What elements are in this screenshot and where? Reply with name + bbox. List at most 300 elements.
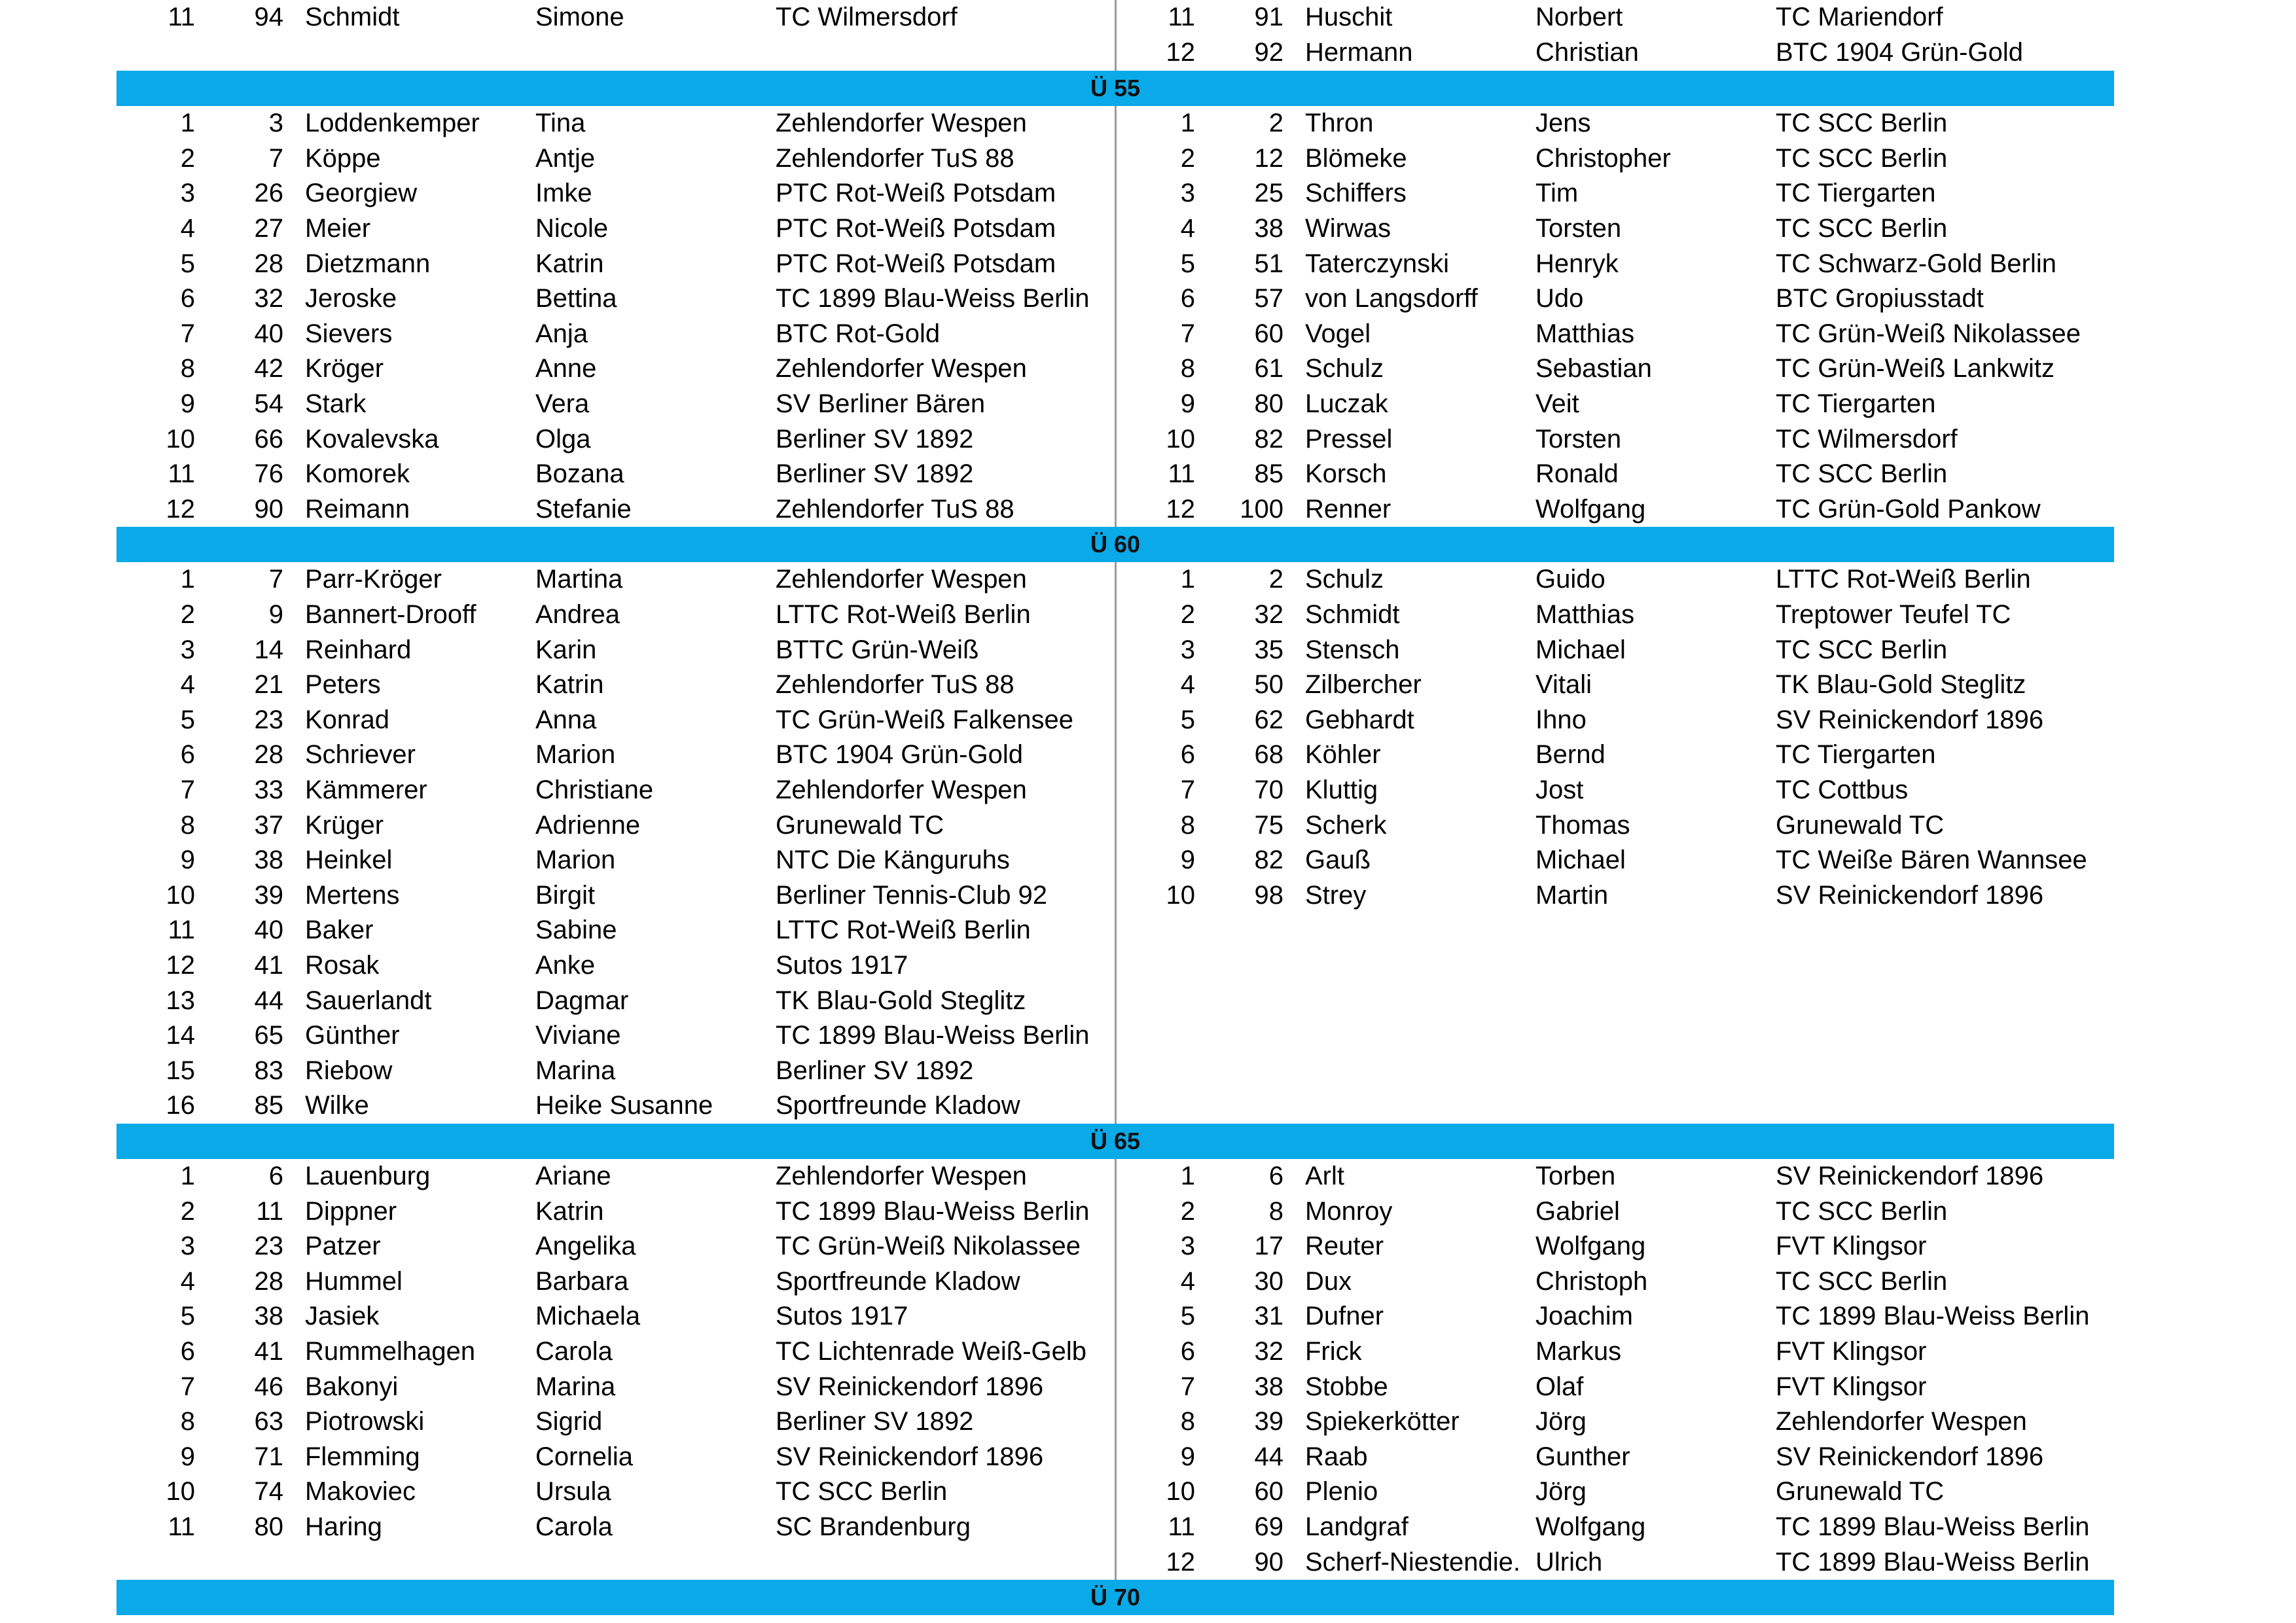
rank-cell: 8 — [180, 354, 195, 383]
first-name-cell: Dagmar — [535, 986, 629, 1015]
club-cell: TC Grün-Weiß Lankwitz — [1776, 354, 2055, 383]
first-name-cell: Olaf — [1535, 1372, 1584, 1401]
draw-number-cell: 6 — [1268, 1162, 1283, 1190]
player-row-women — [117, 1054, 2114, 1089]
last-name-cell: Arlt — [1305, 1162, 1344, 1190]
first-name-cell: Carola — [535, 1512, 613, 1541]
draw-number-cell: 38 — [1254, 1372, 1283, 1401]
rank-cell: 12 — [1166, 494, 1195, 524]
rank-cell: 5 — [180, 1302, 195, 1331]
rank-cell: 3 — [1180, 635, 1195, 664]
club-cell: SV Reinickendorf 1896 — [1776, 880, 2044, 910]
club-cell: TC SCC Berlin — [1776, 635, 1948, 664]
first-name-cell: Tim — [1535, 179, 1579, 208]
last-name-cell: Lauenburg — [305, 1162, 431, 1190]
draw-number-cell: 54 — [254, 389, 283, 418]
player-row-men — [117, 1264, 2114, 1300]
player-row-men — [117, 457, 2114, 492]
rank-cell: 3 — [180, 179, 195, 208]
rank-cell: 6 — [180, 740, 195, 770]
rank-cell: 7 — [180, 776, 195, 804]
club-cell: TC Grün-Weiß Falkensee — [776, 705, 1073, 734]
player-row-men — [117, 106, 2114, 141]
first-name-cell: Henryk — [1535, 249, 1619, 278]
last-name-cell: Wilke — [305, 1091, 369, 1120]
club-cell: Zehlendorfer Wespen — [776, 1162, 1027, 1190]
rank-cell: 7 — [1180, 776, 1195, 804]
draw-number-cell: 83 — [254, 1056, 283, 1085]
club-cell: PTC Rot-Weiß Potsdam — [776, 214, 1056, 243]
club-cell: SV Reinickendorf 1896 — [776, 1442, 1044, 1471]
rank-cell: 6 — [180, 1337, 195, 1366]
last-name-cell: Gauß — [1305, 846, 1371, 875]
rank-cell: 6 — [180, 284, 195, 313]
club-cell: BTC 1904 Grün-Gold — [1776, 37, 2023, 67]
club-cell: TC SCC Berlin — [1776, 1196, 1948, 1226]
last-name-cell: Bannert-Drooff — [305, 600, 476, 629]
club-cell: BTC Rot-Gold — [776, 319, 941, 348]
first-name-cell: Martin — [1535, 880, 1609, 910]
rank-cell: 3 — [180, 1232, 195, 1261]
first-name-cell: Gunther — [1535, 1442, 1630, 1471]
club-cell: BTC Gropiusstadt — [1776, 284, 1984, 313]
player-row-men — [117, 141, 2114, 177]
first-name-cell: Anja — [535, 319, 588, 348]
last-name-cell: Jasiek — [305, 1302, 380, 1331]
first-name-cell: Andrea — [535, 600, 620, 629]
draw-number-cell: 92 — [1254, 37, 1283, 67]
draw-number-cell: 23 — [254, 1232, 283, 1261]
club-cell: TC Mariendorf — [1776, 3, 1943, 31]
player-row-men — [117, 1474, 2114, 1510]
club-cell: Sportfreunde Kladow — [776, 1266, 1020, 1296]
player-row-women — [117, 948, 2114, 984]
last-name-cell: Renner — [1305, 494, 1391, 524]
rank-cell: 10 — [166, 880, 195, 910]
rank-cell: 9 — [1180, 846, 1195, 875]
draw-number-cell: 50 — [1254, 670, 1283, 700]
rank-cell: 4 — [1180, 1266, 1195, 1296]
player-row-men — [117, 35, 2114, 71]
rank-cell: 3 — [1180, 179, 1195, 208]
first-name-cell: Norbert — [1535, 3, 1623, 31]
draw-number-cell: 85 — [254, 1091, 283, 1120]
first-name-cell: Angelika — [535, 1232, 636, 1261]
draw-number-cell: 39 — [1254, 1407, 1283, 1436]
first-name-cell: Cornelia — [535, 1442, 633, 1471]
last-name-cell: Thron — [1305, 109, 1374, 138]
draw-number-cell: 80 — [1254, 389, 1283, 418]
rank-cell: 12 — [166, 494, 195, 524]
first-name-cell: Bernd — [1535, 740, 1605, 770]
rank-cell: 2 — [1180, 1196, 1195, 1226]
first-name-cell: Martina — [535, 565, 623, 594]
last-name-cell: Schiffers — [1305, 179, 1407, 208]
draw-number-cell: 46 — [254, 1372, 283, 1401]
club-cell: Sutos 1917 — [776, 1302, 908, 1331]
club-cell: TC Grün-Weiß Nikolassee — [1776, 319, 2081, 348]
draw-number-cell: 32 — [1254, 1337, 1283, 1366]
first-name-cell: Viviane — [535, 1021, 621, 1050]
last-name-cell: Vogel — [1305, 319, 1371, 348]
rank-cell: 5 — [180, 705, 195, 734]
draw-number-cell: 28 — [254, 1266, 283, 1296]
rank-cell: 3 — [1180, 1232, 1195, 1261]
last-name-cell: Frick — [1305, 1337, 1362, 1366]
first-name-cell: Heike Susanne — [535, 1091, 713, 1120]
player-row-men — [117, 0, 2114, 35]
player-row-men — [117, 1545, 2114, 1580]
draw-number-cell: 57 — [1254, 284, 1283, 313]
age-group-header — [117, 1580, 2114, 1615]
last-name-cell: Spiekerkötter — [1305, 1407, 1460, 1436]
club-cell: Zehlendorfer TuS 88 — [776, 494, 1014, 524]
rank-cell: 14 — [166, 1021, 195, 1050]
last-name-cell: Schmidt — [305, 3, 400, 31]
first-name-cell: Tina — [535, 109, 586, 138]
club-cell: PTC Rot-Weiß Potsdam — [776, 179, 1056, 208]
club-cell: Grunewald TC — [1776, 1477, 1945, 1507]
draw-number-cell: 38 — [1254, 214, 1283, 243]
draw-number-cell: 69 — [1254, 1512, 1283, 1541]
club-cell: Sutos 1917 — [776, 951, 908, 980]
club-cell: TC Tiergarten — [1776, 179, 1936, 208]
draw-number-cell: 66 — [254, 424, 283, 454]
last-name-cell: Hummel — [305, 1266, 403, 1296]
rank-cell: 9 — [180, 389, 195, 418]
draw-number-cell: 75 — [1254, 810, 1283, 840]
last-name-cell: Kluttig — [1305, 776, 1378, 804]
draw-number-cell: 17 — [1254, 1232, 1283, 1261]
first-name-cell: Sabine — [535, 916, 617, 945]
club-cell: TC 1899 Blau-Weiss Berlin — [1776, 1302, 2090, 1331]
player-row-men — [117, 387, 2114, 422]
last-name-cell: Heinkel — [305, 846, 393, 875]
rank-cell: 9 — [180, 846, 195, 875]
last-name-cell: Kröger — [305, 354, 384, 383]
player-row-men — [117, 1159, 2114, 1194]
last-name-cell: Blömeke — [1305, 143, 1407, 173]
last-name-cell: von Langsdorff — [1305, 284, 1478, 313]
section-title: Ü 70 — [1090, 1584, 1141, 1611]
rank-cell: 8 — [1180, 1407, 1195, 1436]
draw-number-cell: 28 — [254, 249, 283, 278]
rank-cell: 11 — [1168, 1512, 1195, 1541]
draw-number-cell: 60 — [1254, 1477, 1283, 1507]
club-cell: TC SCC Berlin — [1776, 1266, 1948, 1296]
first-name-cell: Michaela — [535, 1302, 641, 1331]
last-name-cell: Günther — [305, 1021, 400, 1050]
last-name-cell: Sauerlandt — [305, 986, 432, 1015]
draw-number-cell: 76 — [254, 459, 283, 489]
last-name-cell: Dippner — [305, 1196, 397, 1226]
last-name-cell: Raab — [1305, 1442, 1368, 1471]
last-name-cell: Sievers — [305, 319, 393, 348]
rank-cell: 5 — [1180, 249, 1195, 278]
last-name-cell: Baker — [305, 916, 374, 945]
first-name-cell: Antje — [535, 143, 596, 173]
rank-cell: 2 — [180, 143, 195, 173]
rank-cell: 7 — [180, 319, 195, 348]
club-cell: TC SCC Berlin — [1776, 143, 1948, 173]
draw-number-cell: 41 — [254, 1337, 283, 1366]
draw-number-cell: 63 — [254, 1407, 283, 1436]
first-name-cell: Bettina — [535, 284, 617, 313]
last-name-cell: Rosak — [305, 951, 380, 980]
rank-cell: 6 — [1180, 284, 1195, 313]
player-row-women — [117, 913, 2114, 948]
draw-number-cell: 3 — [268, 109, 283, 138]
draw-number-cell: 70 — [1254, 776, 1283, 804]
rank-cell: 10 — [1166, 424, 1195, 454]
last-name-cell: Dux — [1305, 1266, 1352, 1296]
draw-number-cell: 37 — [254, 810, 283, 840]
draw-number-cell: 65 — [254, 1021, 283, 1050]
first-name-cell: Jens — [1535, 109, 1591, 138]
draw-number-cell: 80 — [254, 1512, 283, 1541]
player-row-men — [117, 492, 2114, 527]
last-name-cell: Konrad — [305, 705, 389, 734]
last-name-cell: Dietzmann — [305, 249, 431, 278]
age-group-header — [117, 1124, 2114, 1159]
draw-number-cell: 7 — [268, 143, 283, 173]
rank-cell: 11 — [1168, 459, 1195, 489]
club-cell: LTTC Rot-Weiß Berlin — [776, 916, 1031, 945]
first-name-cell: Anke — [535, 951, 596, 980]
first-name-cell: Torben — [1535, 1162, 1616, 1190]
first-name-cell: Jörg — [1535, 1477, 1587, 1507]
draw-number-cell: 60 — [1254, 319, 1283, 348]
first-name-cell: Wolfgang — [1535, 1232, 1646, 1261]
club-cell: Zehlendorfer TuS 88 — [776, 143, 1014, 173]
rank-cell: 8 — [1180, 354, 1195, 383]
club-cell: TC SCC Berlin — [1776, 459, 1948, 489]
draw-number-cell: 31 — [1254, 1302, 1283, 1331]
draw-number-cell: 61 — [1254, 354, 1283, 383]
player-row-men — [117, 878, 2114, 914]
club-cell: NTC Die Känguruhs — [776, 846, 1010, 875]
first-name-cell: Sebastian — [1535, 354, 1652, 383]
first-name-cell: Guido — [1535, 565, 1605, 594]
club-cell: SC Brandenburg — [776, 1512, 971, 1541]
rank-cell: 11 — [168, 3, 195, 31]
first-name-cell: Karin — [535, 635, 597, 664]
first-name-cell: Ariane — [535, 1162, 611, 1190]
first-name-cell: Michael — [1535, 635, 1626, 664]
draw-number-cell: 68 — [1254, 740, 1283, 770]
rank-cell: 4 — [180, 1266, 195, 1296]
draw-number-cell: 25 — [1254, 179, 1283, 208]
draw-number-cell: 82 — [1254, 846, 1283, 875]
club-cell: TC SCC Berlin — [1776, 109, 1948, 138]
player-row-women — [117, 1088, 2114, 1124]
rank-cell: 11 — [168, 459, 195, 489]
club-cell: TC Wilmersdorf — [776, 3, 958, 31]
rank-cell: 9 — [1180, 389, 1195, 418]
club-cell: TC Weiße Bären Wannsee — [1776, 846, 2087, 875]
player-row-women — [117, 984, 2114, 1019]
rank-cell: 1 — [1180, 565, 1195, 594]
first-name-cell: Nicole — [535, 214, 609, 243]
last-name-cell: Krüger — [305, 810, 384, 840]
first-name-cell: Ulrich — [1535, 1547, 1603, 1577]
last-name-cell: Stensch — [1305, 635, 1400, 664]
club-cell: FVT Klingsor — [1776, 1232, 1927, 1261]
player-row-men — [117, 1194, 2114, 1230]
player-row-women — [117, 1018, 2114, 1054]
club-cell: SV Reinickendorf 1896 — [776, 1372, 1044, 1401]
club-cell: TC Cottbus — [1776, 776, 1909, 804]
age-group-header — [117, 527, 2114, 562]
first-name-cell: Adrienne — [535, 810, 641, 840]
club-cell: Zehlendorfer Wespen — [776, 109, 1027, 138]
first-name-cell: Christian — [1535, 37, 1639, 67]
club-cell: Berliner SV 1892 — [776, 459, 974, 489]
club-cell: TC Schwarz-Gold Berlin — [1776, 249, 2057, 278]
rank-cell: 7 — [1180, 1372, 1195, 1401]
last-name-cell: Pressel — [1305, 424, 1393, 454]
draw-number-cell: 40 — [254, 916, 283, 945]
draw-number-cell: 71 — [254, 1442, 283, 1471]
rank-cell: 2 — [180, 1196, 195, 1226]
first-name-cell: Katrin — [535, 1196, 604, 1226]
club-cell: TC Grün-Gold Pankow — [1776, 494, 2041, 524]
club-cell: SV Berliner Bären — [776, 389, 986, 418]
last-name-cell: Rummelhagen — [305, 1337, 476, 1366]
rank-cell: 4 — [180, 214, 195, 243]
player-row-men — [117, 1299, 2114, 1334]
first-name-cell: Katrin — [535, 670, 604, 700]
player-row-men — [117, 176, 2114, 211]
rank-cell: 7 — [1180, 319, 1195, 348]
rank-cell: 8 — [180, 810, 195, 840]
club-cell: TC SCC Berlin — [776, 1477, 948, 1507]
last-name-cell: Piotrowski — [305, 1407, 425, 1436]
rank-cell: 8 — [1180, 810, 1195, 840]
club-cell: SV Reinickendorf 1896 — [1776, 1442, 2044, 1471]
last-name-cell: Peters — [305, 670, 381, 700]
club-cell: TC Wilmersdorf — [1776, 424, 1958, 454]
draw-number-cell: 27 — [254, 214, 283, 243]
last-name-cell: Kovalevska — [305, 424, 439, 454]
last-name-cell: Wirwas — [1305, 214, 1391, 243]
club-cell: Grunewald TC — [776, 810, 944, 840]
first-name-cell: Barbara — [535, 1266, 629, 1296]
draw-number-cell: 90 — [1254, 1547, 1283, 1577]
player-row-men — [117, 1334, 2114, 1370]
last-name-cell: Reimann — [305, 494, 410, 524]
draw-number-cell: 6 — [268, 1162, 283, 1190]
last-name-cell: Gebhardt — [1305, 705, 1414, 734]
first-name-cell: Udo — [1535, 284, 1584, 313]
rank-cell: 6 — [1180, 1337, 1195, 1366]
rank-cell: 4 — [180, 670, 195, 700]
first-name-cell: Vitali — [1535, 670, 1592, 700]
draw-number-cell: 33 — [254, 776, 283, 804]
player-row-men — [117, 808, 2114, 844]
section-title: Ü 65 — [1090, 1128, 1141, 1154]
rank-cell: 5 — [1180, 1302, 1195, 1331]
section-title: Ü 55 — [1090, 75, 1141, 102]
draw-number-cell: 2 — [1268, 565, 1283, 594]
last-name-cell: Riebow — [305, 1056, 393, 1085]
draw-number-cell: 8 — [1268, 1196, 1283, 1226]
last-name-cell: Kämmerer — [305, 776, 427, 804]
last-name-cell: Monroy — [1305, 1196, 1393, 1226]
rank-cell: 5 — [180, 249, 195, 278]
draw-number-cell: 30 — [1254, 1266, 1283, 1296]
club-cell: TC 1899 Blau-Weiss Berlin — [776, 284, 1090, 313]
draw-number-cell: 28 — [254, 740, 283, 770]
first-name-cell: Carola — [535, 1337, 613, 1366]
club-cell: Zehlendorfer Wespen — [1776, 1407, 2027, 1436]
club-cell: LTTC Rot-Weiß Berlin — [776, 600, 1031, 629]
last-name-cell: Scherf-Niestendie. — [1305, 1547, 1521, 1577]
age-group-header — [117, 71, 2114, 106]
player-row-men — [117, 633, 2114, 668]
first-name-cell: Torsten — [1535, 214, 1622, 243]
club-cell: Berliner SV 1892 — [776, 424, 974, 454]
club-cell: Zehlendorfer Wespen — [776, 776, 1027, 804]
club-cell: BTC 1904 Grün-Gold — [776, 740, 1023, 770]
first-name-cell: Bozana — [535, 459, 624, 489]
last-name-cell: Meier — [305, 214, 371, 243]
club-cell: Berliner SV 1892 — [776, 1056, 974, 1085]
last-name-cell: Komorek — [305, 459, 410, 489]
player-row-men — [117, 703, 2114, 738]
rank-cell: 2 — [1180, 600, 1195, 629]
first-name-cell: Wolfgang — [1535, 494, 1646, 524]
club-cell: TK Blau-Gold Steglitz — [776, 986, 1026, 1015]
rank-cell: 10 — [166, 424, 195, 454]
draw-number-cell: 12 — [1254, 143, 1283, 173]
draw-number-cell: 98 — [1254, 880, 1283, 910]
draw-number-cell: 35 — [1254, 635, 1283, 664]
first-name-cell: Marina — [535, 1056, 616, 1085]
last-name-cell: Haring — [305, 1512, 382, 1541]
club-cell: Berliner Tennis-Club 92 — [776, 880, 1048, 910]
draw-number-cell: 62 — [1254, 705, 1283, 734]
first-name-cell: Michael — [1535, 846, 1626, 875]
rank-cell: 12 — [1166, 1547, 1195, 1577]
rank-cell: 15 — [166, 1056, 195, 1085]
player-row-men — [117, 562, 2114, 597]
draw-number-cell: 44 — [1254, 1442, 1283, 1471]
rank-cell: 4 — [1180, 214, 1195, 243]
last-name-cell: Jeroske — [305, 284, 397, 313]
last-name-cell: Loddenkemper — [305, 109, 480, 138]
player-row-men — [117, 1440, 2114, 1475]
first-name-cell: Marion — [535, 846, 616, 875]
first-name-cell: Anne — [535, 354, 597, 383]
rank-cell: 4 — [1180, 670, 1195, 700]
rank-cell: 2 — [180, 600, 195, 629]
last-name-cell: Parr-Kröger — [305, 565, 442, 594]
last-name-cell: Schmidt — [1305, 600, 1400, 629]
club-cell: TC 1899 Blau-Weiss Berlin — [1776, 1512, 2090, 1541]
player-row-men — [117, 1229, 2114, 1264]
draw-number-cell: 21 — [254, 670, 283, 700]
first-name-cell: Jörg — [1535, 1407, 1587, 1436]
rank-cell: 1 — [180, 109, 195, 138]
draw-number-cell: 90 — [254, 494, 283, 524]
last-name-cell: Köppe — [305, 143, 381, 173]
last-name-cell: Schulz — [1305, 565, 1384, 594]
draw-number-cell: 26 — [254, 179, 283, 208]
last-name-cell: Landgraf — [1305, 1512, 1408, 1541]
player-row-men — [117, 281, 2114, 317]
rank-cell: 9 — [180, 1442, 195, 1471]
